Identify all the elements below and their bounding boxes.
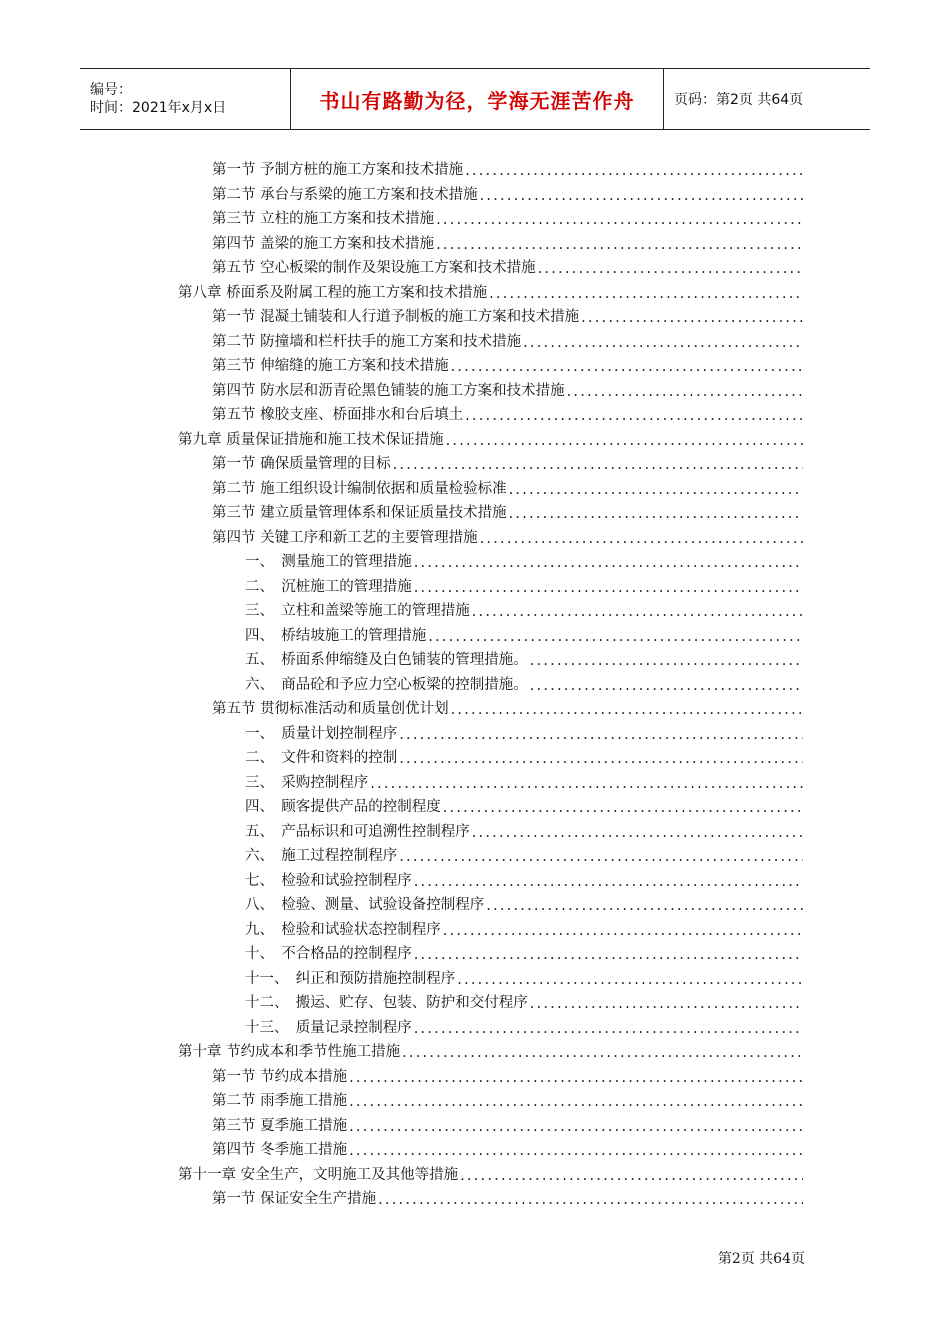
toc-entry[interactable]	[245, 572, 803, 596]
toc-entry-label: 五、 产品标识和可追溯性控制程序	[245, 823, 470, 840]
toc-entry[interactable]	[212, 1135, 803, 1159]
toc-leader-dots	[399, 727, 803, 743]
toc-entry[interactable]	[245, 547, 803, 571]
toc-entry[interactable]	[245, 743, 803, 767]
toc-entry-label: 第九章 质量保证措施和施工技术保证措施	[178, 431, 444, 448]
toc-entry-label: 第五节 橡胶支座、桥面排水和台后填土	[212, 407, 464, 423]
toc-entry-label: 十二、 搬运、贮存、包装、防护和交付程序	[245, 995, 528, 1011]
toc-entry[interactable]	[245, 719, 803, 743]
toc-leader-dots	[465, 408, 803, 424]
toc-leader-dots	[451, 359, 803, 375]
toc-entry[interactable]	[212, 351, 803, 375]
toc-leader-dots	[436, 212, 803, 228]
toc-leader-dots	[472, 604, 803, 620]
toc-entry-label: 第四节 冬季施工措施	[212, 1142, 348, 1158]
toc-entry[interactable]	[212, 400, 803, 424]
toc-entry[interactable]	[245, 768, 803, 792]
header-motto-cell	[291, 69, 664, 129]
page-footer	[718, 1248, 805, 1268]
toc-leader-dots	[509, 482, 803, 498]
toc-leader-dots	[446, 433, 803, 449]
header-meta	[80, 69, 291, 129]
toc-entry[interactable]	[245, 645, 803, 669]
toc-leader-dots	[436, 237, 803, 253]
toc-entry-label: 第一节 节约成本措施	[212, 1068, 348, 1085]
toc-entry-label: 第一节 保证安全生产措施	[212, 1191, 377, 1207]
toc-entry-label: 五、 桥面系伸缩缝及白色铺装的管理措施。	[245, 652, 528, 668]
toc-entry-label: 第四节 关键工序和新工艺的主要管理措施	[212, 529, 478, 546]
toc-entry-label: 第一节 确保质量管理的目标	[212, 456, 391, 472]
toc-entry[interactable]	[212, 1184, 803, 1208]
toc-entry-label: 第三节 立柱的施工方案和技术措施	[212, 211, 435, 227]
toc-entry-label: 第一节 混凝土铺装和人行道予制板的施工方案和技术措施	[212, 309, 580, 325]
toc-entry-label: 第一节 予制方桩的施工方案和技术措施	[212, 162, 464, 178]
toc-entry-label: 六、 施工过程控制程序	[245, 848, 398, 864]
toc-leader-dots	[451, 702, 803, 718]
header-page-info	[664, 69, 870, 129]
toc-leader-dots	[489, 286, 803, 302]
toc-entry-label: 二、 沉桩施工的管理措施	[245, 578, 412, 595]
toc-entry-label: 十、 不合格品的控制程序	[245, 946, 412, 962]
toc-entry[interactable]	[178, 1160, 803, 1184]
toc-entry-label: 第四节 盖梁的施工方案和技术措施	[212, 235, 435, 252]
toc-entry[interactable]	[212, 474, 803, 498]
toc-entry-label: 一、 质量计划控制程序	[245, 725, 398, 742]
toc-leader-dots	[399, 751, 803, 767]
toc-entry[interactable]	[245, 621, 803, 645]
toc-entry-label: 三、 立柱和盖梁等施工的管理措施	[245, 603, 470, 619]
toc-entry-label: 第三节 夏季施工措施	[212, 1117, 348, 1134]
toc-leader-dots	[349, 1119, 803, 1135]
toc-leader-dots	[465, 163, 803, 179]
toc-entry[interactable]	[245, 890, 803, 914]
toc-leader-dots	[443, 923, 803, 939]
toc-entry[interactable]	[212, 498, 803, 522]
date-label: 时间：2021年x月x日	[90, 100, 227, 116]
toc-entry[interactable]	[212, 229, 803, 253]
toc-entry[interactable]	[212, 253, 803, 277]
toc-entry-label: 第十章 节约成本和季节性施工措施	[178, 1044, 401, 1060]
toc-leader-dots	[530, 678, 803, 694]
toc-entry-label: 第二节 承台与系梁的施工方案和技术措施	[212, 186, 478, 203]
toc-entry-label: 第十一章 安全生产，文明施工及其他等措施	[178, 1166, 459, 1183]
toc-entry[interactable]	[245, 866, 803, 890]
toc-entry-label: 第二节 雨季施工措施	[212, 1093, 348, 1109]
toc-leader-dots	[567, 384, 803, 400]
toc-leader-dots	[370, 776, 803, 792]
toc-entry-label: 六、 商品砼和予应力空心板梁的控制措施。	[245, 676, 528, 693]
toc-entry-label: 四、 顾客提供产品的控制程度	[245, 799, 441, 815]
toc-leader-dots	[457, 972, 803, 988]
toc-entry[interactable]	[212, 1062, 803, 1086]
toc-entry[interactable]	[212, 155, 803, 179]
toc-entry-label: 第八章 桥面系及附属工程的施工方案和技术措施	[178, 284, 488, 301]
header-motto: 书山有路勤为径，学海无涯苦作舟	[319, 88, 635, 113]
toc-entry-label: 十一、 纠正和预防措施控制程序	[245, 970, 456, 987]
toc-leader-dots	[530, 996, 803, 1012]
toc-entry-label: 第五节 空心板梁的制作及架设施工方案和技术措施	[212, 260, 536, 276]
toc-entry[interactable]	[245, 817, 803, 841]
toc-leader-dots	[460, 1168, 803, 1184]
serial-label: 编号：	[90, 82, 132, 98]
toc-entry-label: 第二节 施工组织设计编制依据和质量检验标准	[212, 480, 507, 497]
toc-leader-dots	[414, 555, 803, 571]
toc-leader-dots	[480, 188, 803, 204]
toc-leader-dots	[414, 874, 803, 890]
toc-entry[interactable]	[245, 915, 803, 939]
toc-entry-label: 第三节 伸缩缝的施工方案和技术措施	[212, 358, 449, 374]
toc-entry[interactable]	[212, 449, 803, 473]
toc-entry[interactable]	[212, 1086, 803, 1110]
toc-leader-dots	[393, 457, 803, 473]
toc-leader-dots	[509, 506, 803, 522]
toc-entry[interactable]	[178, 425, 803, 449]
toc-entry[interactable]	[245, 988, 803, 1012]
toc-leader-dots	[414, 1021, 803, 1037]
toc-leader-dots	[523, 335, 803, 351]
toc-entry-label: 二、 文件和资料的控制	[245, 750, 398, 766]
toc-leader-dots	[581, 310, 803, 326]
toc-entry-label: 三、 采购控制程序	[245, 774, 369, 791]
toc-entry[interactable]	[245, 964, 803, 988]
toc-entry[interactable]	[245, 841, 803, 865]
toc-leader-dots	[349, 1070, 803, 1086]
toc-entry[interactable]	[212, 204, 803, 228]
toc-entry[interactable]	[245, 939, 803, 963]
toc-leader-dots	[414, 947, 803, 963]
toc-entry[interactable]	[212, 376, 803, 400]
toc-entry[interactable]	[212, 1111, 803, 1135]
toc-entry[interactable]	[212, 523, 803, 547]
toc-entry[interactable]	[245, 1013, 803, 1037]
toc-entry[interactable]	[245, 670, 803, 694]
toc-entry[interactable]	[245, 596, 803, 620]
toc-entry-label: 第三节 建立质量管理体系和保证质量技术措施	[212, 505, 507, 521]
toc-leader-dots	[443, 800, 803, 816]
toc-leader-dots	[402, 1045, 803, 1061]
toc-entry[interactable]	[178, 1037, 803, 1061]
toc-entry[interactable]	[212, 180, 803, 204]
toc-leader-dots	[530, 653, 803, 669]
toc-leader-dots	[538, 261, 803, 277]
toc-leader-dots	[414, 580, 803, 596]
toc-entry[interactable]	[178, 278, 803, 302]
toc-entry-label: 十三、 质量记录控制程序	[245, 1019, 412, 1036]
toc-entry[interactable]	[212, 694, 803, 718]
toc-leader-dots	[472, 825, 803, 841]
toc-leader-dots	[349, 1143, 803, 1159]
toc-entry-label: 九、 检验和试验状态控制程序	[245, 921, 441, 938]
toc-entry-label: 第二节 防撞墙和栏杆扶手的施工方案和技术措施	[212, 333, 522, 350]
toc-leader-dots	[399, 849, 803, 865]
toc-entry-label: 一、 测量施工的管理措施	[245, 554, 412, 570]
toc-leader-dots	[480, 531, 803, 547]
toc-leader-dots	[349, 1094, 803, 1110]
toc-entry-label: 第五节 贯彻标准活动和质量创优计划	[212, 701, 449, 717]
toc-leader-dots	[486, 898, 803, 914]
page-header	[80, 68, 870, 130]
toc-leader-dots	[428, 629, 803, 645]
toc-entry-label: 第四节 防水层和沥青砼黑色铺装的施工方案和技术措施	[212, 382, 565, 399]
toc-entry-label: 四、 桥结坡施工的管理措施	[245, 627, 427, 644]
toc-entry[interactable]	[212, 302, 803, 326]
header-page-number: 页码：第2页 共64页	[674, 92, 804, 108]
footer-page-number: 第2页 共64页	[717, 1251, 805, 1267]
toc-leader-dots	[378, 1192, 803, 1208]
toc-entry[interactable]	[212, 327, 803, 351]
toc-entry-label: 七、 检验和试验控制程序	[245, 872, 412, 889]
toc-entry[interactable]	[245, 792, 803, 816]
toc-entry-label: 八、 检验、测量、试验设备控制程序	[245, 897, 485, 913]
